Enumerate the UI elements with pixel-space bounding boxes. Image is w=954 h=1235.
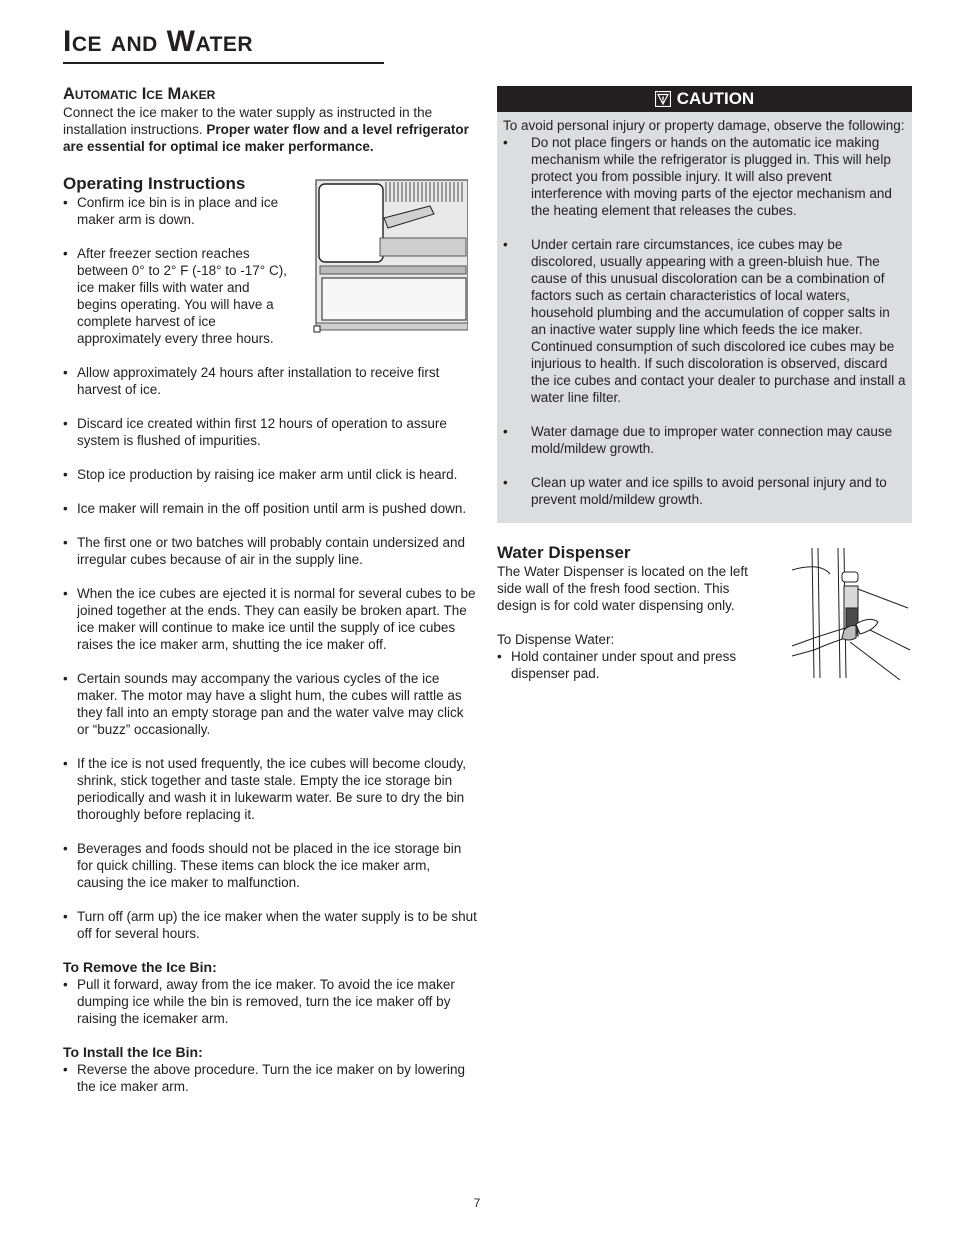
list-item: • Water damage due to improper water connection may cause mold/mildew growth. bbox=[503, 423, 906, 457]
water-dispenser-illustration bbox=[790, 546, 912, 684]
operating-bullets bbox=[63, 364, 479, 942]
operating-heading: Operating Instructions bbox=[63, 174, 246, 193]
list-item: • Under certain rare circumstances, ice cubes may be discolored, usually appearing with a green-bluish hue. The cause of this unusual discoloration can be a combination of factors such as certain characteristics of local waters, household plumbing and the accumulation of copper salts in an inactive water supply line which feeds the ice maker. Continued consumption of such discolored ice cubes may be injurious to health. If such discoloration is observed, discard the ice cubes and contact your dealer to purchase and install a water line filter. bbox=[503, 236, 906, 406]
list-item: • Stop ice production by raising ice maker arm until click is heard. bbox=[63, 466, 479, 483]
list-item: • Allow approximately 24 hours after installation to receive first harvest of ice. bbox=[63, 364, 479, 398]
list-item: • When the ice cubes are ejected it is normal for several cubes to be joined together at the ends. They can easily be broken apart. The ice maker will continue to make ice until the supply of ice cubes raises the ice maker arm, shutting the ice maker off. bbox=[63, 585, 479, 653]
list-item: • Do not place fingers or hands on the automatic ice making mechanism while the refrigerator is plugged in. This will help protect you from possible injury. It will also prevent interference with moving parts of the ejector mechanism and the heating element that releases the cubes. bbox=[503, 134, 906, 219]
caution-body bbox=[497, 112, 912, 508]
water-body: The Water Dispenser is located on the left side wall of the fresh food section. This design is for cold water dispensing only. bbox=[497, 564, 748, 613]
remove-bin-heading: To Remove the Ice Bin: bbox=[63, 959, 217, 975]
list-item: • Beverages and foods should not be placed in the ice storage bin for quick chilling. These items can block the ice maker arm, causing the ice maker to malfunction. bbox=[63, 840, 479, 891]
automatic-ice-maker-heading: Automatic Ice Maker bbox=[63, 85, 216, 103]
list-item: • If the ice is not used frequently, the ice cubes will become cloudy, shrink, stick together and taste stale. Empty the ice storage bin periodically and wash it in lukewarm water. Be sure to dry the bin thoroughly before replacing it. bbox=[63, 755, 479, 823]
list-item: • Pull it forward, away from the ice maker. To avoid the ice maker dumping ice while the bin is removed, turn the ice maker off by raising the icemaker arm. bbox=[63, 976, 479, 1027]
caution-intro: To avoid personal injury or property damage, observe the following: bbox=[503, 118, 905, 133]
install-bin-list bbox=[63, 1061, 479, 1095]
list-item: • Confirm ice bin is in place and ice maker arm is down. bbox=[63, 194, 293, 228]
list-item: • The first one or two batches will probably contain undersized and irregular cubes because of air in the supply line. bbox=[63, 534, 479, 568]
operating-section bbox=[63, 174, 479, 942]
list-item: • Reverse the above procedure. Turn the ice maker on by lowering the ice maker arm. bbox=[63, 1061, 479, 1095]
list-item: • Ice maker will remain in the off position until arm is pushed down. bbox=[63, 500, 479, 517]
left-column bbox=[63, 84, 479, 1095]
intro-plain: Connect the ice maker to the water supply as instructed in the installation instructions. bbox=[63, 105, 433, 137]
automatic-intro bbox=[63, 104, 479, 155]
page-title: Ice and Water bbox=[63, 25, 254, 58]
remove-bin-list bbox=[63, 976, 479, 1027]
list-item: • Certain sounds may accompany the various cycles of the ice maker. The motor may have a slight hum, the cubes will rattle as they fall into an empty storage pan and the water valve may click or “buzz” occasionally. bbox=[63, 670, 479, 738]
caution-list bbox=[503, 134, 906, 508]
caution-box bbox=[497, 86, 912, 523]
title-underline bbox=[63, 62, 384, 64]
dispense-subheading: To Dispense Water: bbox=[497, 632, 615, 647]
dispense-list bbox=[497, 648, 772, 682]
caution-label: CAUTION bbox=[676, 89, 755, 108]
list-item: • Clean up water and ice spills to avoid personal injury and to prevent mold/mildew growth. bbox=[503, 474, 906, 508]
water-text bbox=[497, 563, 772, 682]
list-item: • Hold container under spout and press dispenser pad. bbox=[497, 648, 772, 682]
list-item: • Turn off (arm up) the ice maker when the water supply is to be shut off for several hours. bbox=[63, 908, 479, 942]
caution-header bbox=[497, 86, 912, 112]
list-item: • After freezer section reaches between 0° to 2° F (-18° to -17° C), ice maker fills with water and begins operating. You will have a complete harvest of ice approximately every three hours. bbox=[63, 245, 293, 347]
intro-bold: Proper water flow and a level refrigerator are essential for optimal ice maker performance. bbox=[63, 122, 469, 154]
list-item: • Discard ice created within first 12 hours of operation to assure system is flushed of impurities. bbox=[63, 415, 479, 449]
operating-bullets-top bbox=[63, 194, 293, 347]
install-bin-heading: To Install the Ice Bin: bbox=[63, 1044, 203, 1060]
water-dispenser-section bbox=[497, 543, 912, 682]
ice-maker-illustration bbox=[310, 178, 468, 336]
warning-icon bbox=[655, 91, 671, 107]
water-dispenser-heading: Water Dispenser bbox=[497, 543, 631, 562]
page-number: 7 bbox=[473, 1196, 481, 1210]
